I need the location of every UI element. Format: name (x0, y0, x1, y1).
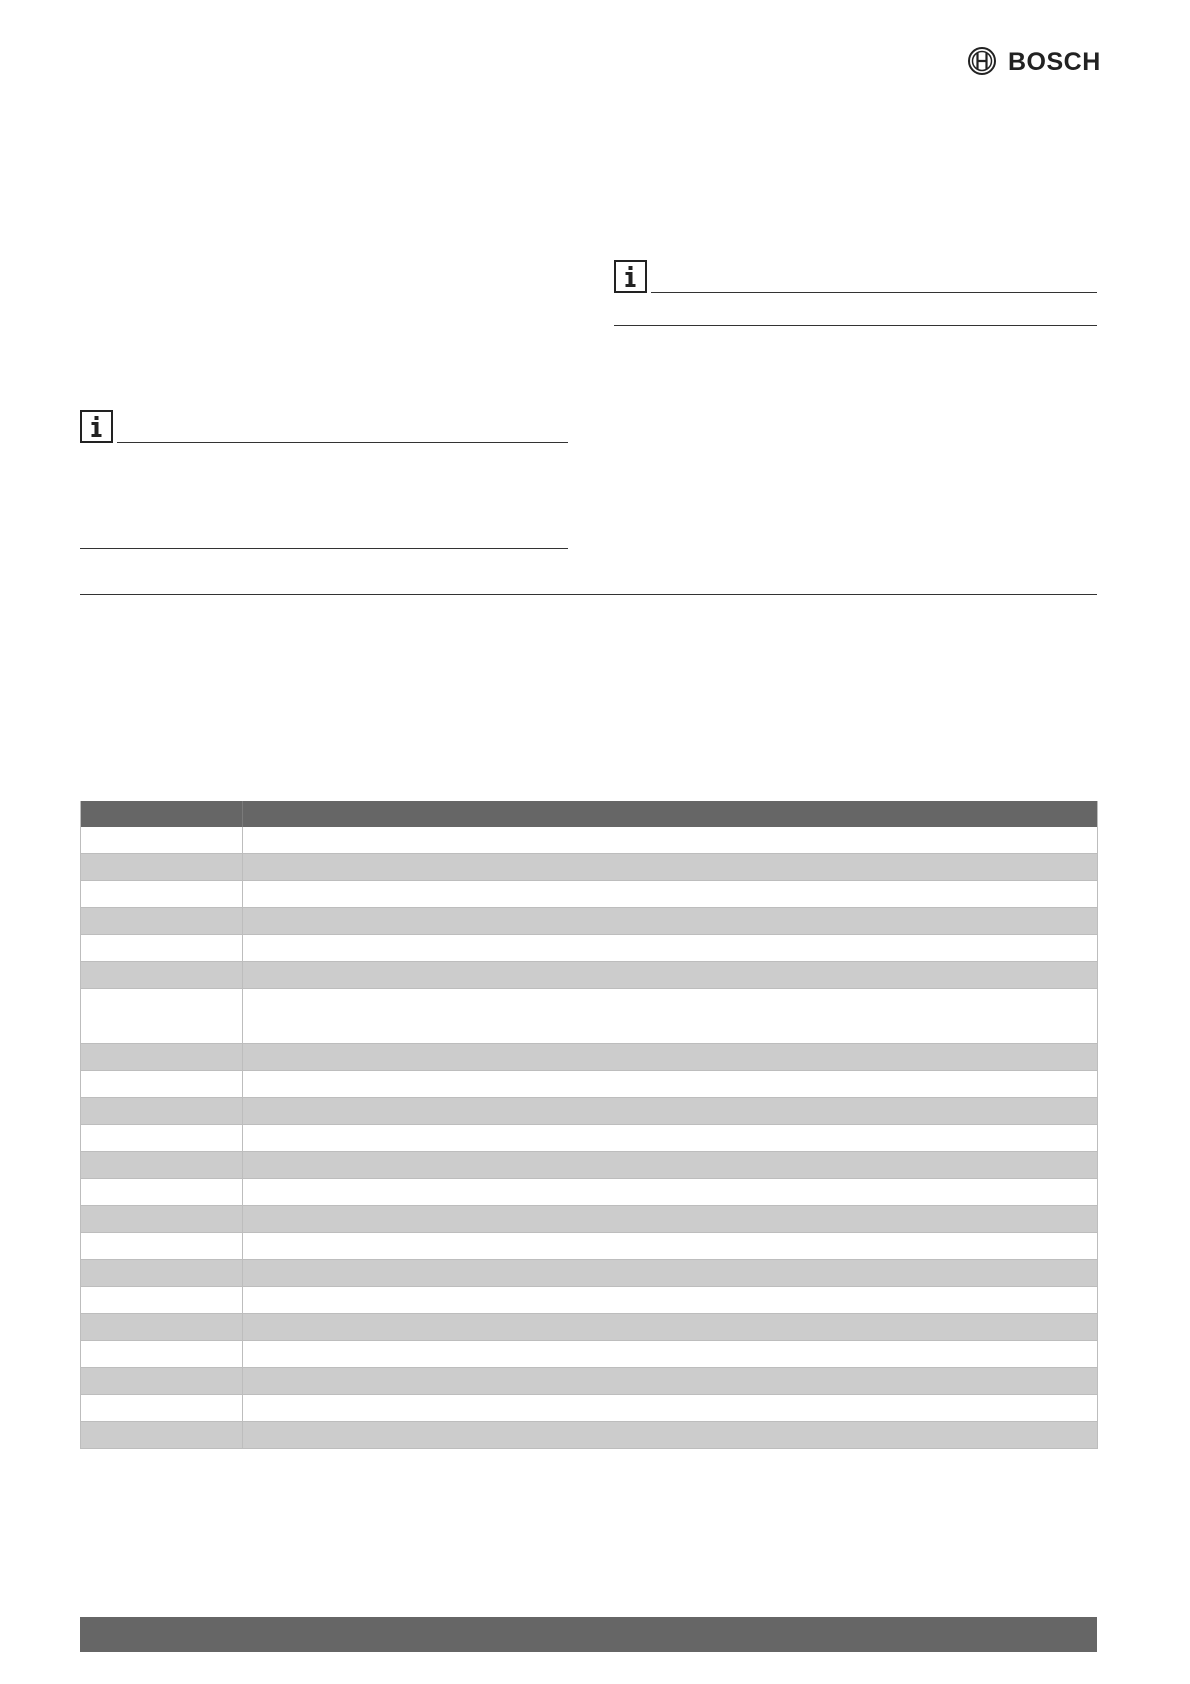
table-row (81, 1232, 1097, 1259)
table-row (81, 1367, 1097, 1394)
table-row (81, 1394, 1097, 1421)
table-row (81, 1313, 1097, 1340)
note-bottom-rule (614, 325, 1097, 326)
table-row (81, 961, 1097, 988)
table-row (81, 1151, 1097, 1178)
table-row (81, 1124, 1097, 1151)
table-row (81, 907, 1097, 934)
note-top-rule (651, 292, 1097, 293)
note-bottom-rule (80, 548, 568, 549)
bosch-armature-icon (969, 48, 995, 74)
table-row (81, 1043, 1097, 1070)
table-row (81, 827, 1097, 853)
note-top-rule (117, 442, 568, 443)
table-row (81, 1205, 1097, 1232)
data-table (80, 801, 1098, 1449)
table-row (81, 1178, 1097, 1205)
table-header-row (81, 801, 1097, 827)
section-divider (80, 594, 1097, 595)
brand-wordmark: BOSCH (1008, 48, 1101, 76)
table-row (81, 853, 1097, 880)
table-row (81, 1097, 1097, 1124)
info-icon (614, 260, 647, 293)
table-row (81, 1286, 1097, 1313)
table-row (81, 880, 1097, 907)
footer-bar (80, 1617, 1097, 1652)
table-row (81, 1421, 1097, 1448)
info-icon (80, 410, 113, 443)
table-row (81, 1340, 1097, 1367)
table-row (81, 934, 1097, 961)
table-row (81, 988, 1097, 1043)
bosch-logo (968, 44, 1103, 78)
table-row (81, 1070, 1097, 1097)
table-row (81, 1259, 1097, 1286)
